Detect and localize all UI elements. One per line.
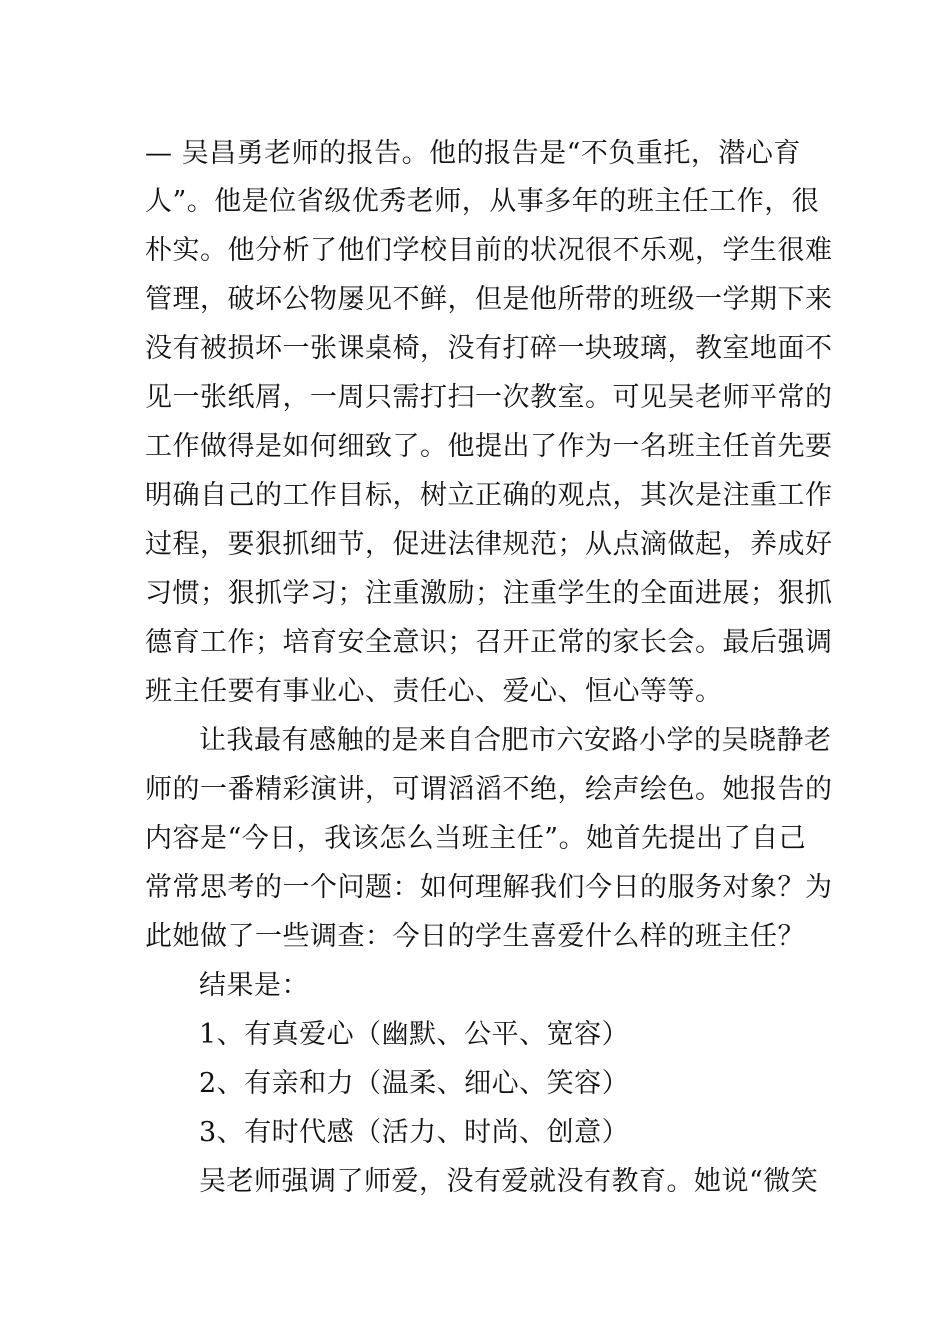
- paragraph-line: 习惯；狠抓学习；注重激励；注重学生的全面进展；狠抓: [145, 578, 833, 609]
- paragraph-line: 工作做得是如何细致了。他提出了作为一名班主任首先要: [145, 431, 833, 462]
- paragraph-line: 没有被损坏一张课桌椅，没有打碎一块玻璃，教室地面不: [145, 333, 833, 364]
- paragraph-line: — 吴昌勇老师的报告。他的报告是“不负重托，潜心育: [145, 138, 801, 169]
- paragraph-line: 明确自己的工作目标，树立正确的观点，其次是注重工作: [145, 480, 833, 511]
- paragraph-line: 常常思考的一个问题：如何理解我们今日的服务对象？为: [145, 872, 833, 903]
- paragraph-line: 此她做了一些调查：今日的学生喜爱什么样的班主任？: [145, 921, 805, 952]
- paragraph-line: 人”。他是位省级优秀老师，从事多年的班主任工作，很: [145, 186, 820, 217]
- list-item: 1、有真爱心（幽默、公平、宽容）: [199, 1019, 630, 1050]
- paragraph-line: 管理，破坏公物屡见不鲜，但是他所带的班级一学期下来: [145, 284, 833, 315]
- list-item: 3、有时代感（活力、时尚、创意）: [199, 1117, 630, 1148]
- paragraph-line: 班主任要有事业心、责任心、爱心、恒心等等。: [145, 676, 723, 707]
- results-heading: 结果是：: [199, 970, 309, 1001]
- list-item: 2、有亲和力（温柔、细心、笑容）: [199, 1068, 630, 1099]
- paragraph-line: 朴实。他分析了他们学校目前的状况很不乐观，学生很难: [145, 235, 833, 266]
- paragraph-line: 内容是“今日，我该怎么当班主任”。她首先提出了自己: [145, 823, 807, 854]
- paragraph-line-indented: 让我最有感触的是来自合肥市六安路小学的吴晓静老: [199, 725, 832, 756]
- paragraph-line: 见一张纸屑，一周只需打扫一次教室。可见吴老师平常的: [145, 382, 833, 413]
- paragraph-line-indented: 吴老师强调了师爱，没有爱就没有教育。她说“微笑: [199, 1166, 819, 1197]
- paragraph-line: 过程，要狠抓细节，促进法律规范；从点滴做起，养成好: [145, 529, 833, 560]
- paragraph-line: 师的一番精彩演讲，可谓滔滔不绝，绘声绘色。她报告的: [145, 774, 833, 805]
- paragraph-line: 德育工作；培育安全意识；召开正常的家长会。最后强调: [145, 627, 833, 658]
